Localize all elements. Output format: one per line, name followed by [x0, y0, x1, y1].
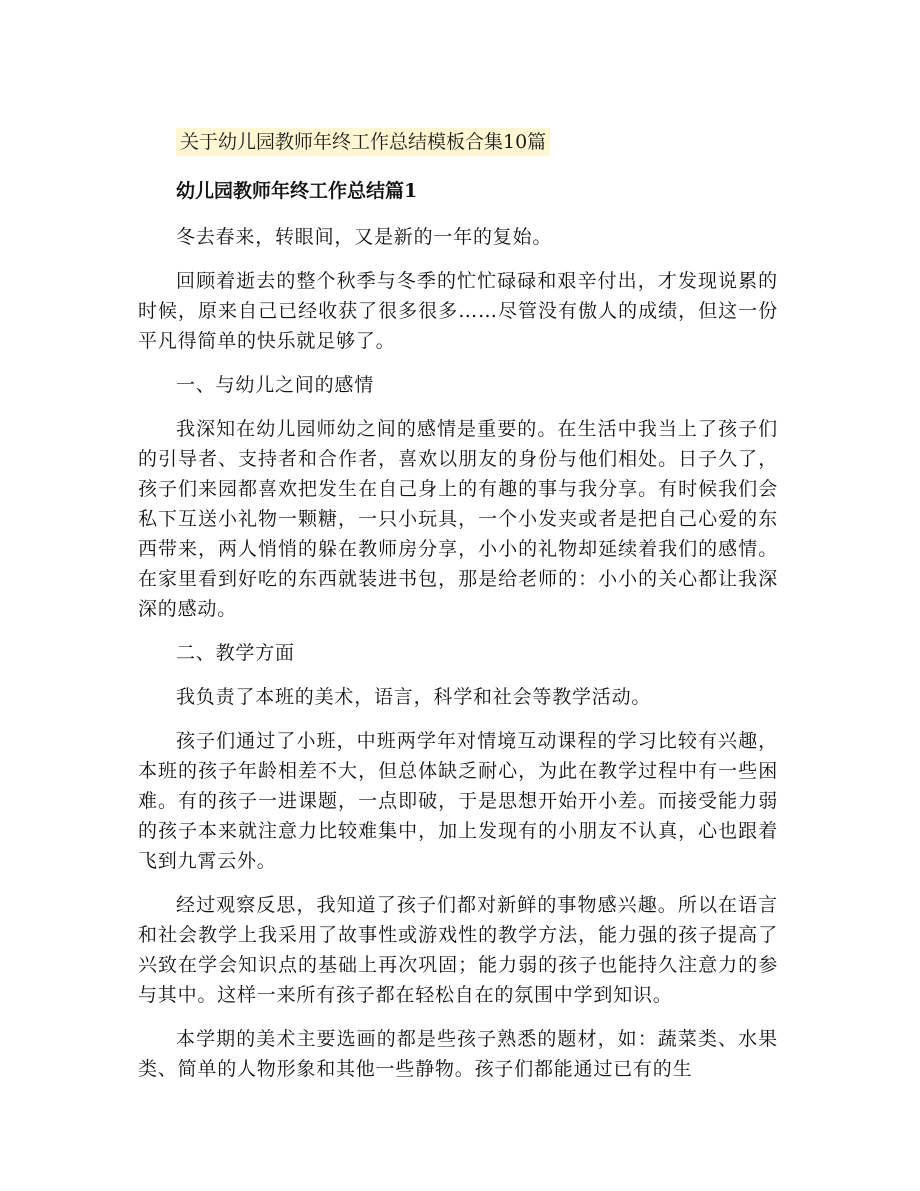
paragraph: 回顾着逝去的整个秋季与冬季的忙忙碌碌和艰辛付出，才发现说累的时候，原来自己已经收获了很多很多……尽管没有傲人的成绩，但这一份平凡得简单的快乐就足够了。	[138, 270, 778, 352]
document-page	[138, 128, 778, 1084]
document-title: 关于幼儿园教师年终工作总结模板合集10篇	[176, 128, 550, 156]
section-heading: 幼儿园教师年终工作总结篇1	[176, 180, 418, 202]
subheading: 一、与幼儿之间的感情	[176, 374, 375, 396]
paragraph: 本学期的美术主要选画的都是些孩子熟悉的题材，如：蔬菜类、水果类、简单的人物形象和其他一些静物。孩子们都能通过已有的生	[138, 1028, 778, 1080]
paragraph: 经过观察反思，我知道了孩子们都对新鲜的事物感兴趣。所以在语言和社会教学上我采用了故事性或游戏性的教学方法，能力强的孩子提高了兴致在学会知识点的基础上再次巩固；能力弱的孩子也能持久注意力的参与其中。这样一来所有孩子都在轻松自在的氛围中学到知识。	[138, 894, 778, 1006]
paragraph: 我深知在幼儿园师幼之间的感情是重要的。在生活中我当上了孩子们的引导者、支持者和合作者，喜欢以朋友的身份与他们相处。日子久了，孩子们来园都喜欢把发生在自己身上的有趣的事与我分享。有时候我们会私下互送小礼物一颗糖，一只小玩具，一个小发夹或者是把自己心爱的东西带来，两人悄悄的躲在教师房分享，小小的礼物却延续着我们的感情。在家里看到好吃的东西就装进书包，那是给老师的：小小的关心都让我深深的感动。	[138, 418, 778, 620]
paragraph: 冬去春来，转眼间，又是新的一年的复始。	[176, 226, 553, 248]
paragraph: 孩子们通过了小班，中班两学年对情境互动课程的学习比较有兴趣，本班的孩子年龄相差不大，但总体缺乏耐心，为此在教学过程中有一些困难。有的孩子一进课题，一点即破，于是思想开始开小差。而接受能力弱的孩子本来就注意力比较难集中，加上发现有的小朋友不认真，心也跟着飞到九霄云外。	[138, 730, 778, 872]
subheading: 二、教学方面	[176, 642, 295, 664]
paragraph: 我负责了本班的美术，语言，科学和社会等教学活动。	[176, 686, 652, 708]
